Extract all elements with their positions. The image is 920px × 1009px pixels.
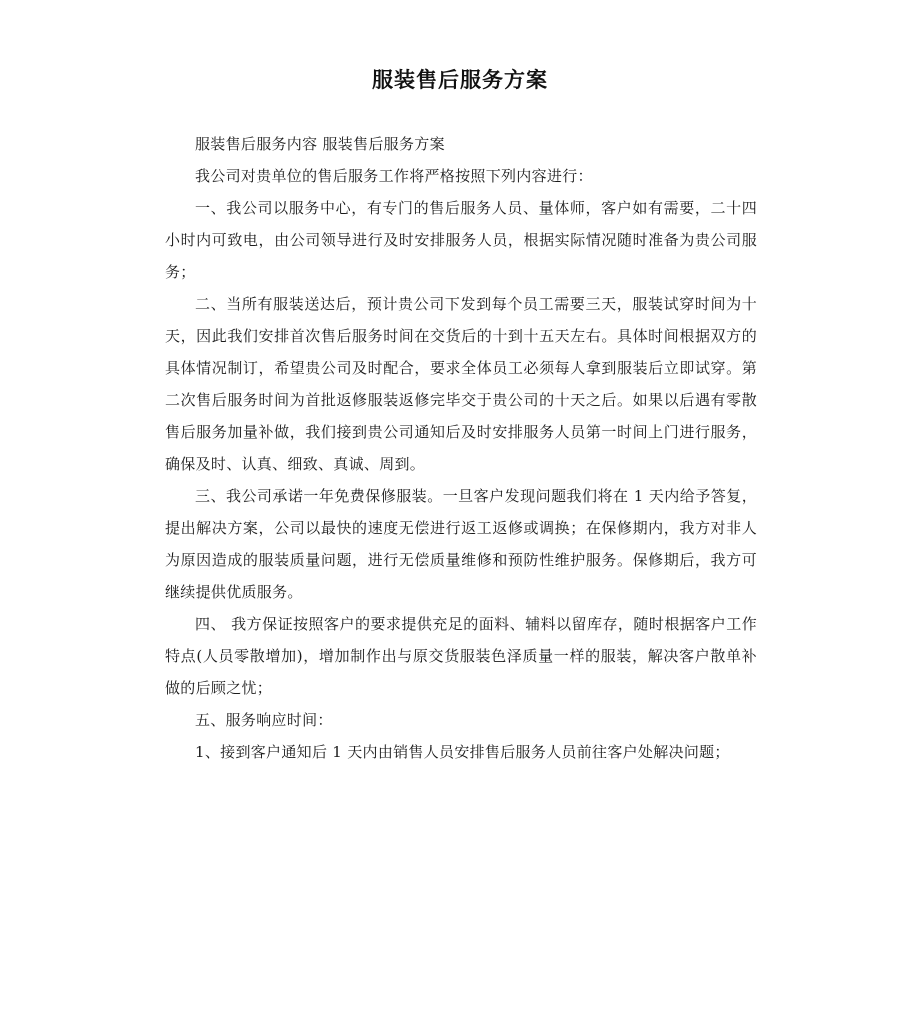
paragraph-intro: 服装售后服务内容 服装售后服务方案 — [195, 135, 445, 153]
paragraph-item-1: 一、我公司以服务中心，有专门的售后服务人员、量体师，客户如有需要，二十四小时内可致电，由公司领导进行及时安排服务人员，根据实际情况随时准备为贵公司服务； — [165, 199, 757, 281]
document-body — [165, 128, 757, 768]
paragraph-item-3: 三、我公司承诺一年免费保修服装。一旦客户发现问题我们将在 1 天内给予答复，提出解决方案，公司以最快的速度无偿进行返工返修或调换；在保修期内，我方对非人为原因造成的服装质量问题，进行无偿质量维修和预防性维护服务。保修期后，我方可继续提供优质服务。 — [165, 487, 757, 601]
paragraph-item-5: 五、服务响应时间： — [195, 711, 333, 729]
paragraph-item-2: 二、当所有服装送达后，预计贵公司下发到每个员工需要三天，服装试穿时间为十天，因此我们安排首次售后服务时间在交货后的十到十五天左右。具体时间根据双方的具体情况制订，希望贵公司及时配合，要求全体员工必须每人拿到服装后立即试穿。第二次售后服务时间为首批返修服装返修完毕交于贵公司的十天之后。如果以后遇有零散售后服务加量补做，我们接到贵公司通知后及时安排服务人员第一时间上门进行服务，确保及时、认真、细致、真诚、周到。 — [165, 295, 757, 473]
paragraph-preface: 我公司对贵单位的售后服务工作将严格按照下列内容进行： — [195, 167, 593, 185]
document-title: 服装售后服务方案 — [372, 68, 548, 92]
paragraph-item-4: 四、 我方保证按照客户的要求提供充足的面料、辅料以留库存，随时根据客户工作特点(人员零散增加)，增加制作出与原交货服装色泽质量一样的服装，解决客户散单补做的后顾之忧； — [165, 615, 757, 697]
paragraph-subitem-1: 1、接到客户通知后 1 天内由销售人员安排售后服务人员前往客户处解决问题； — [195, 743, 730, 761]
